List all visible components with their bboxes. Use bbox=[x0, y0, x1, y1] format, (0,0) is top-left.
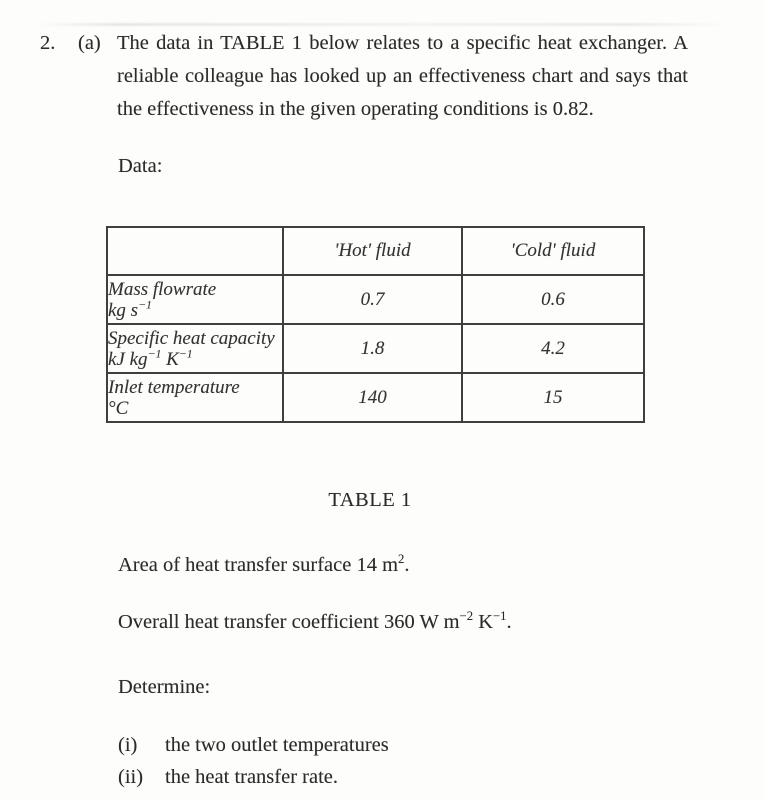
row-unit: K bbox=[161, 348, 179, 370]
row-label: Specific heat capacity bbox=[108, 327, 275, 349]
corner-cell bbox=[107, 227, 283, 275]
cold-value-cell: 0.6 bbox=[462, 275, 644, 324]
table-caption: TABLE 1 bbox=[328, 489, 412, 511]
item-text: the heat transfer rate. bbox=[165, 766, 339, 788]
row-unit: kg s bbox=[108, 299, 139, 321]
table-header-row bbox=[107, 227, 644, 275]
list-item-i bbox=[118, 729, 389, 762]
row-label: Mass flowrate bbox=[108, 278, 217, 300]
area-period: . bbox=[404, 554, 410, 576]
row-label-cell bbox=[107, 275, 283, 324]
row-unit-sup: −1 bbox=[147, 347, 162, 361]
hot-fluid-header-cell: 'Hot' fluid bbox=[283, 227, 462, 275]
paragraph-line-3: the effectiveness in the given operating conditions is 0.82. bbox=[117, 98, 594, 120]
area-text: Area of heat transfer surface 14 m bbox=[118, 554, 399, 576]
coefficient-period: . bbox=[506, 611, 512, 633]
table-row-inlet-temperature bbox=[107, 373, 644, 422]
question-paragraph bbox=[117, 27, 688, 126]
table-row-mass-flowrate bbox=[107, 275, 644, 324]
hot-value-cell: 140 bbox=[283, 373, 462, 422]
row-label-cell bbox=[107, 324, 283, 373]
cold-value-cell: 15 bbox=[462, 373, 644, 422]
table-row-specific-heat bbox=[107, 324, 644, 373]
row-label: Inlet temperature bbox=[108, 376, 240, 398]
data-table bbox=[106, 226, 645, 423]
row-unit-sup: −1 bbox=[138, 298, 152, 312]
paragraph-line-2: reliable colleague has looked up an effectiveness chart and says that bbox=[117, 65, 688, 87]
question-number: 2. bbox=[40, 32, 56, 54]
cold-value-cell: 4.2 bbox=[462, 324, 644, 373]
area-statement bbox=[118, 549, 410, 582]
item-marker: (i) bbox=[118, 734, 138, 756]
cold-fluid-header-cell: 'Cold' fluid bbox=[462, 227, 644, 275]
coefficient-statement bbox=[118, 606, 512, 639]
coefficient-text: Overall heat transfer coefficient 360 W m bbox=[118, 611, 460, 633]
data-heading: Data: bbox=[118, 155, 163, 177]
area-superscript: 2 bbox=[398, 552, 405, 567]
hot-value-cell: 1.8 bbox=[283, 324, 462, 373]
scan-artifact-streak bbox=[36, 23, 731, 26]
list-item-ii bbox=[118, 761, 338, 794]
coefficient-superscript: −1 bbox=[493, 609, 507, 624]
row-unit: °C bbox=[108, 397, 129, 419]
paragraph-line-1: The data in TABLE 1 below relates to a specific heat exchanger. A bbox=[117, 32, 688, 54]
row-unit: kJ kg bbox=[108, 348, 148, 370]
coefficient-superscript: −2 bbox=[459, 609, 474, 624]
item-text: the two outlet temperatures bbox=[165, 734, 389, 756]
question-part-label: (a) bbox=[78, 32, 101, 54]
item-marker: (ii) bbox=[118, 766, 144, 788]
row-unit-sup: −1 bbox=[178, 347, 193, 361]
hot-value-cell: 0.7 bbox=[283, 275, 462, 324]
determine-heading: Determine: bbox=[118, 676, 211, 698]
coefficient-text: K bbox=[473, 611, 494, 633]
row-label-cell bbox=[107, 373, 283, 422]
